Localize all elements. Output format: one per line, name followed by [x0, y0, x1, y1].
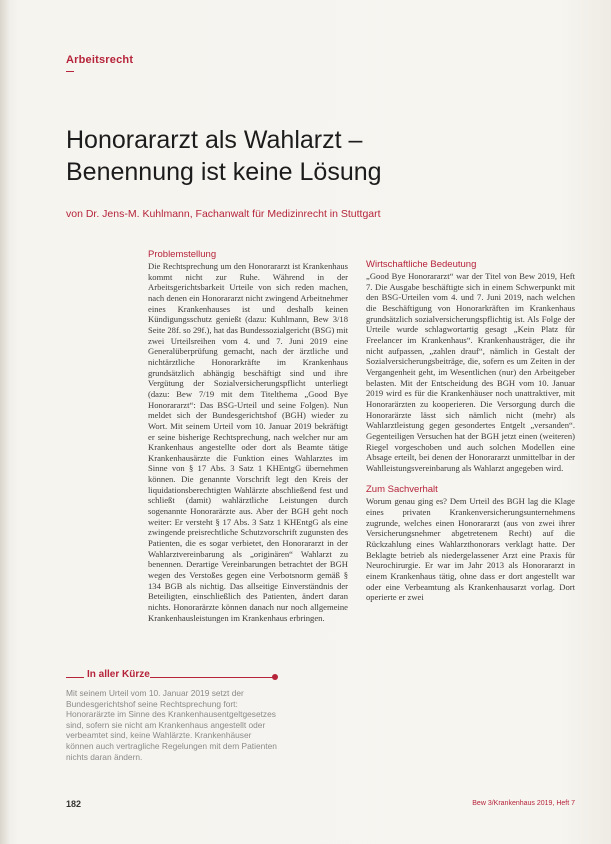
body-column-left — [148, 248, 348, 623]
page-binding-shadow — [0, 0, 10, 844]
box-rule-left — [66, 677, 84, 678]
box-rule-dot — [272, 674, 278, 680]
summary-box-title: In aller Kürze — [87, 669, 150, 680]
paragraph-problemstellung: Die Rechtsprechung um den Honorararzt ist Krankenhaus kommt nicht zur Ruhe. Während in der Arbeitsgerichtsbarkeit Urteile von sich reden machen, nach denen ein Honorararzt nicht zwingend Arbeitnehmer eines Krankenhauses ist und deshalb keinen Kündigungsschutz genießt (dazu: Kuhlmann, Bew 3/18 Seite 28f. so 29f.), hat das Bundessozialgericht (BSG) mit zwei Urteilsreihen vom 4. und 7. Juni 2019 eine Generalüberprüfung gemacht, nach der ärztliche und nichtärztliche Honorarkräfte im Krankenhaus grundsätzlich abhängig beschäftigt sind und ihre Vergütung der Sozialversicherungspflicht unterliegt (dazu: Bew 7/19 mit dem Titelthema „Good Bye Honorararzt“: Das BSG-Urteil und seine Folgen). Nun meldet sich der Bundesgerichtshof (BGH) wieder zu Wort. Mit seinem Urteil vom 10. Januar 2019 bekräftigt er seine bisherige Rechtsprechung, nach welcher nur am Krankenhaus angestellte oder dort als Beamte tätige Krankenhausärzte die Funktion eines Wahlarztes im Sinne von § 17 Abs. 3 Satz 1 KHEntgG übernehmen können. Die genannte Vorschrift legt den Kreis der liquidationsberechtigten Wahlärzte abschließend fest und schließt (damit) wahlärztliche Leistungen durch sogenannte Honorarärzte aus. Aber der BGH geht noch weiter: Er versteht § 17 Abs. 3 Satz 1 KHEntgG als eine zwingende preisrechtliche Schutzvorschrift zugunsten des Patienten, die es sogar verbietet, den Honorararzt in der Wahlarztvereinbarung als „originären“ Wahlarzt zu benennen. Derartige Vereinbarungen betrachtet der BGH wegen des Verstoßes gegen eine Verbotsnorm gemäß § 134 BGB als nichtig. Das allseitige Einverständnis der Beteiligten, einschließlich des Patienten, ändert daran nichts. Honorarärzte können danach nur noch allgemeine Krankenhausleistungen im Krankenhaus erbringen. — [148, 261, 348, 623]
summary-box-text: Mit seinem Urteil vom 10. Januar 2019 setzt der Bundesgerichtshof seine Rechtsprechung fort: Honorarärzte im Sinne des Krankenhausentgeltgesetzes sind, sofern sie nicht am Krankenhaus angestellt oder verbeamtet sind, keine Wahlärzte. Krankenhäuser können auch vertragliche Regelungen mit dem Patienten nichts daran ändern. — [66, 688, 277, 762]
page-number: 182 — [66, 799, 82, 809]
rubric-rule — [66, 71, 74, 72]
heading-sachverhalt: Zum Sachverhalt — [366, 484, 438, 496]
paragraph-sachverhalt: Worum genau ging es? Dem Urteil des BGH lag die Klage eines privaten Krankenversicherungsunternehmens zugrunde, welches einen Honorararzt (aus von zwei ihrer Versicherungsnehmer abgetretenem Recht) auf die Rückzahlung eines Wahlarzthonorars verklagt hatte. Der Beklagte betrieb als niedergelassener Arzt eine Praxis für Neurochirurgie. Er war im Jahr 2013 als Honorararzt in einem Krankenhaus tätig, ohne dass er dort angestellt war oder eine Verbeamtung als Krankenhausarzt vorlag. Dort operierte er zwei — [366, 496, 575, 603]
author-byline: von Dr. Jens-M. Kuhlmann, Fachanwalt für Medizinrecht in Stuttgart — [66, 208, 381, 220]
box-rule-right — [150, 677, 274, 678]
paragraph-wirtschaftliche-bedeutung: „Good Bye Honorararzt“ war der Titel von Bew 2019, Heft 7. Die Ausgabe beschäftigte sich in einem Schwerpunkt mit den BSG-Urteilen vom 4. und 7. Juni 2019, nach welchen die Beschäftigung von Honorarkräften im Krankenhaus grundsätzlich sozialversicherungspflichtig ist. Als Folge der Urteile wurde schlagwortartig gesagt „Kein Platz für Freelancer im Krankenhaus“. Krankenhausträger, die ihr nicht aufpassen, „zahlen drauf“, nämlich in Gestalt der Sozialversicherungsbeiträge, die, sofern es um Zeiten in der Vergangenheit geht, im Wesentlichen (nur) den Arbeitgeber belasten. Mit der Entscheidung des BGH vom 10. Januar 2019 wird es für die Krankenhäuser noch unattraktiver, mit Honorarärzten zu kooperieren. Die Versorgung durch die Honorarärzte lässt sich nämlich nicht (mehr) als Wahlarztleistung gegen gesondertes Entgelt „versanden“. Gegenteiligen Versuchen hat der BGH jetzt einen (weiteren) Riegel vorgeschoben und auch solchen Modellen eine Absage erteilt, bei denen der Honorararzt unmittelbar in der Wahlleistungsvereinbarung als Wahlarzt angegeben wird. — [366, 271, 575, 473]
heading-problemstellung: Problemstellung — [148, 249, 217, 260]
section-rubric: Arbeitsrecht — [66, 54, 134, 66]
page-footer: Bew 3/Krankenhaus 2019, Heft 7 — [472, 800, 575, 807]
title-line-2: Benennung ist keine Lösung — [66, 158, 382, 186]
title-line-1: Honorararzt als Wahlarzt – — [66, 126, 363, 154]
heading-wirtschaftliche-bedeutung: Wirtschaftliche Bedeutung — [366, 259, 477, 270]
article-title — [66, 124, 566, 188]
body-column-right — [366, 248, 575, 603]
